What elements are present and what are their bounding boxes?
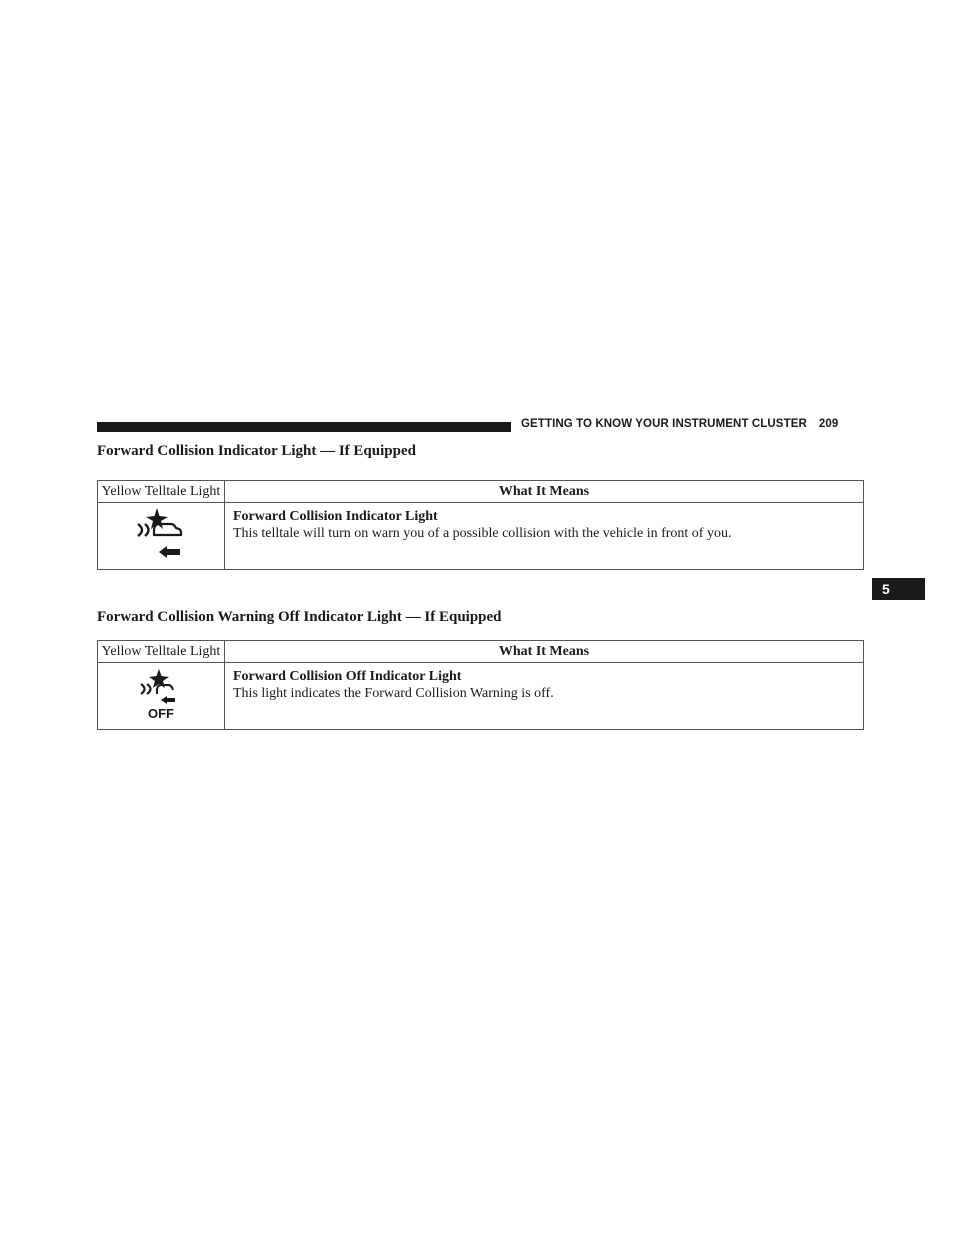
- description-title: Forward Collision Off Indicator Light: [233, 669, 462, 684]
- section-title-forward-collision: Forward Collision Indicator Light — If Equipped: [97, 443, 416, 459]
- section-title-forward-collision-off: Forward Collision Warning Off Indicator Light — If Equipped: [97, 609, 502, 625]
- description-title: Forward Collision Indicator Light: [233, 509, 438, 524]
- telltale-description: [225, 503, 864, 570]
- col-header-meaning: What It Means: [225, 641, 864, 663]
- off-label: OFF: [148, 705, 174, 720]
- telltale-table-forward-collision-off: [97, 640, 864, 730]
- header-rule: [97, 422, 511, 432]
- telltale-table-forward-collision: [97, 480, 864, 570]
- forward-collision-off-icon: [139, 668, 183, 720]
- description-body: This light indicates the Forward Collision Warning is off.: [233, 686, 554, 701]
- table-header-row: [98, 641, 864, 663]
- chapter-tab: 5: [872, 578, 925, 600]
- table-header-row: [98, 481, 864, 503]
- col-header-meaning: What It Means: [225, 481, 864, 503]
- col-header-telltale: Yellow Telltale Light: [98, 481, 225, 503]
- telltale-icon-cell: [98, 663, 225, 730]
- table-row: [98, 503, 864, 570]
- description-body: This telltale will turn on warn you of a possible collision with the vehicle in front of you.: [233, 526, 732, 541]
- page-number: 209: [818, 418, 839, 430]
- col-header-telltale: Yellow Telltale Light: [98, 641, 225, 663]
- running-header: [521, 418, 838, 430]
- table-row: [98, 663, 864, 730]
- forward-collision-icon: [135, 507, 187, 561]
- telltale-icon-cell: [98, 503, 225, 570]
- telltale-description: [225, 663, 864, 730]
- header-title: GETTING TO KNOW YOUR INSTRUMENT CLUSTER: [521, 418, 807, 430]
